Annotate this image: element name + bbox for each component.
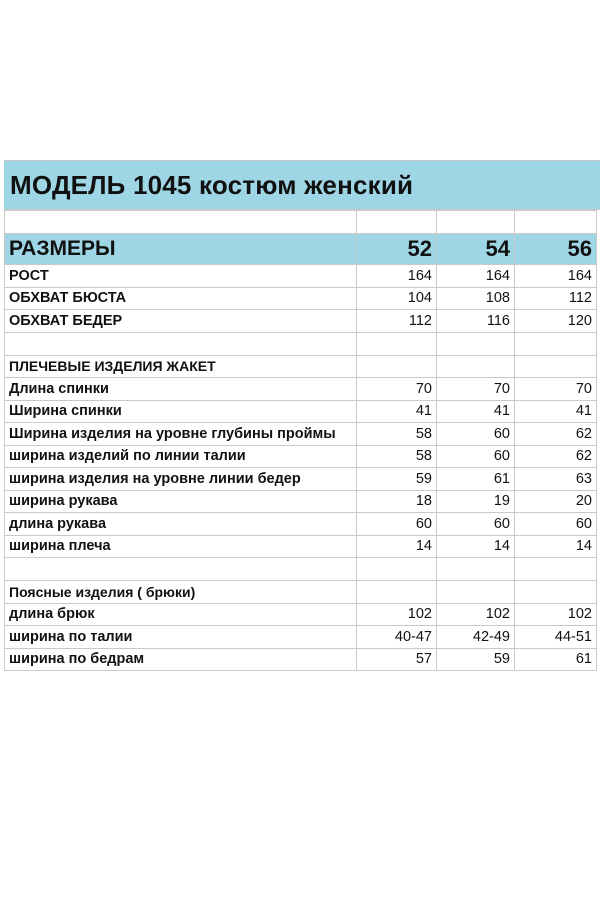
size-table	[4, 210, 597, 671]
row-label: ширина по талии	[5, 626, 357, 649]
cell-value: 112	[515, 287, 597, 310]
row-label: ширина изделий по линии талии	[5, 445, 357, 468]
cell-value: 70	[357, 378, 437, 401]
blank-cell	[5, 332, 357, 355]
cell-value: 42-49	[437, 626, 515, 649]
cell-value: 40-47	[357, 626, 437, 649]
cell-value: 60	[515, 513, 597, 536]
size-value: 56	[515, 234, 597, 265]
blank-cell	[515, 355, 597, 378]
row-label: длина рукава	[5, 513, 357, 536]
cell-value: 60	[437, 513, 515, 536]
cell-value: 164	[357, 265, 437, 288]
table-row	[5, 535, 597, 558]
cell-value: 102	[515, 603, 597, 626]
blank-cell	[437, 581, 515, 604]
row-label: ОБХВАТ БЕДЕР	[5, 310, 357, 333]
cell-value: 108	[437, 287, 515, 310]
blank-cell	[357, 581, 437, 604]
cell-value: 70	[437, 378, 515, 401]
blank-row	[5, 332, 597, 355]
cell-value: 62	[515, 423, 597, 446]
cell-value: 14	[357, 535, 437, 558]
table-row	[5, 310, 597, 333]
table-row	[5, 378, 597, 401]
row-label: ширина рукава	[5, 490, 357, 513]
cell-value: 41	[357, 400, 437, 423]
cell-value: 112	[357, 310, 437, 333]
blank-cell	[437, 332, 515, 355]
cell-value: 164	[437, 265, 515, 288]
blank-cell	[5, 211, 357, 234]
blank-cell	[437, 211, 515, 234]
row-label: Ширина изделия на уровне глубины проймы	[5, 423, 357, 446]
table-row	[5, 400, 597, 423]
blank-cell	[357, 211, 437, 234]
cell-value: 120	[515, 310, 597, 333]
cell-value: 60	[357, 513, 437, 536]
cell-value: 58	[357, 423, 437, 446]
table-row	[5, 423, 597, 446]
row-label: Длина спинки	[5, 378, 357, 401]
cell-value: 60	[437, 445, 515, 468]
row-label: ОБХВАТ БЮСТА	[5, 287, 357, 310]
size-chart-sheet	[4, 160, 600, 671]
cell-value: 70	[515, 378, 597, 401]
table-row	[5, 513, 597, 536]
table-row	[5, 468, 597, 491]
blank-cell	[5, 558, 357, 581]
cell-value: 41	[437, 400, 515, 423]
cell-value: 164	[515, 265, 597, 288]
blank-cell	[515, 332, 597, 355]
table-row	[5, 265, 597, 288]
cell-value: 57	[357, 648, 437, 671]
cell-value: 59	[357, 468, 437, 491]
blank-cell	[357, 332, 437, 355]
cell-value: 61	[515, 648, 597, 671]
blank-row	[5, 558, 597, 581]
row-label: Ширина спинки	[5, 400, 357, 423]
cell-value: 58	[357, 445, 437, 468]
trousers-section-heading: Поясные изделия ( брюки)	[5, 581, 357, 604]
chart-title: МОДЕЛЬ 1045 костюм женский	[4, 160, 600, 210]
cell-value: 14	[515, 535, 597, 558]
blank-cell	[515, 211, 597, 234]
section-heading-row	[5, 581, 597, 604]
cell-value: 14	[437, 535, 515, 558]
section-heading-row	[5, 355, 597, 378]
table-row	[5, 603, 597, 626]
jacket-section-heading: ПЛЕЧЕВЫЕ ИЗДЕЛИЯ ЖАКЕТ	[5, 355, 357, 378]
blank-row	[5, 211, 597, 234]
row-label: ширина изделия на уровне линии бедер	[5, 468, 357, 491]
row-label: ширина по бедрам	[5, 648, 357, 671]
blank-cell	[515, 581, 597, 604]
cell-value: 102	[437, 603, 515, 626]
size-value: 52	[357, 234, 437, 265]
blank-cell	[437, 558, 515, 581]
sizes-label: РАЗМЕРЫ	[5, 234, 357, 265]
table-row	[5, 648, 597, 671]
row-label: РОСТ	[5, 265, 357, 288]
cell-value: 61	[437, 468, 515, 491]
table-row	[5, 626, 597, 649]
table-row	[5, 287, 597, 310]
cell-value: 104	[357, 287, 437, 310]
blank-cell	[437, 355, 515, 378]
cell-value: 41	[515, 400, 597, 423]
cell-value: 44-51	[515, 626, 597, 649]
blank-cell	[357, 355, 437, 378]
row-label: ширина плеча	[5, 535, 357, 558]
blank-cell	[357, 558, 437, 581]
table-row	[5, 490, 597, 513]
cell-value: 116	[437, 310, 515, 333]
row-label: длина брюк	[5, 603, 357, 626]
cell-value: 63	[515, 468, 597, 491]
cell-value: 59	[437, 648, 515, 671]
cell-value: 19	[437, 490, 515, 513]
cell-value: 102	[357, 603, 437, 626]
cell-value: 60	[437, 423, 515, 446]
cell-value: 18	[357, 490, 437, 513]
sizes-header-row	[5, 234, 597, 265]
cell-value: 20	[515, 490, 597, 513]
cell-value: 62	[515, 445, 597, 468]
blank-cell	[515, 558, 597, 581]
size-value: 54	[437, 234, 515, 265]
table-row	[5, 445, 597, 468]
